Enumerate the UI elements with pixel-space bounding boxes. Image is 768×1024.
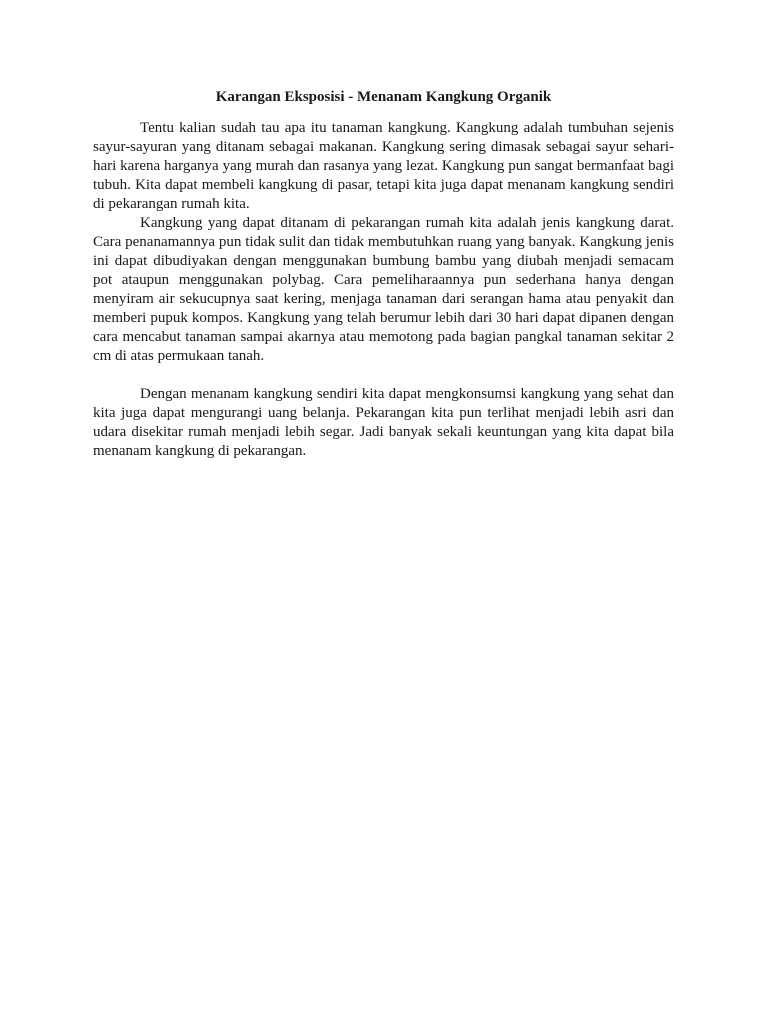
paragraph-intro: Tentu kalian sudah tau apa itu tanaman kangkung. Kangkung adalah tumbuhan sejenis sayur-sayuran yang ditanam sebagai makanan. Kangkung sering dimasak sebagai sayur sehari-hari karena harganya yang murah dan rasanya yang lezat. Kangkung pun sangat bermanfaat bagi tubuh. Kita dapat membeli kangkung di pasar, tetapi kita juga dapat menanam kangkung sendiri di pekarangan rumah kita. [93,120,674,212]
document-body [93,88,674,461]
document-title: Karangan Eksposisi - Menanam Kangkung Organik [215,89,552,105]
paragraph-gap [93,366,674,385]
paragraph-conclusion: Dengan menanam kangkung sendiri kita dapat mengkonsumsi kangkung yang sehat dan kita juga dapat mengurangi uang belanja. Pekarangan kita pun terlihat menjadi lebih asri dan udara disekitar rumah menjadi lebih segar. Jadi banyak sekali keuntungan yang kita dapat bila menanam kangkung di pekarangan. [93,386,674,459]
paragraph-cultivation: Kangkung yang dapat ditanam di pekarangan rumah kita adalah jenis kangkung darat. Cara penanamannya pun tidak sulit dan tidak membutuhkan ruang yang banyak. Kangkung jenis ini dapat dibudiyakan dengan menggunakan bumbung bambu yang diubah menjadi semacam pot ataupun menggunakan polybag. Cara pemeliharaannya pun sederhana hanya dengan menyiram air sekucupnya saat kering, menjaga tanaman dari serangan hama atau penyakit dan memberi pupuk kompos. Kangkung yang telah berumur lebih dari 30 hari dapat dipanen dengan cara mencabut tanaman sampai akarnya atau memotong pada bagian pangkal tanaman sekitar 2 cm di atas permukaan tanah. [93,215,674,364]
